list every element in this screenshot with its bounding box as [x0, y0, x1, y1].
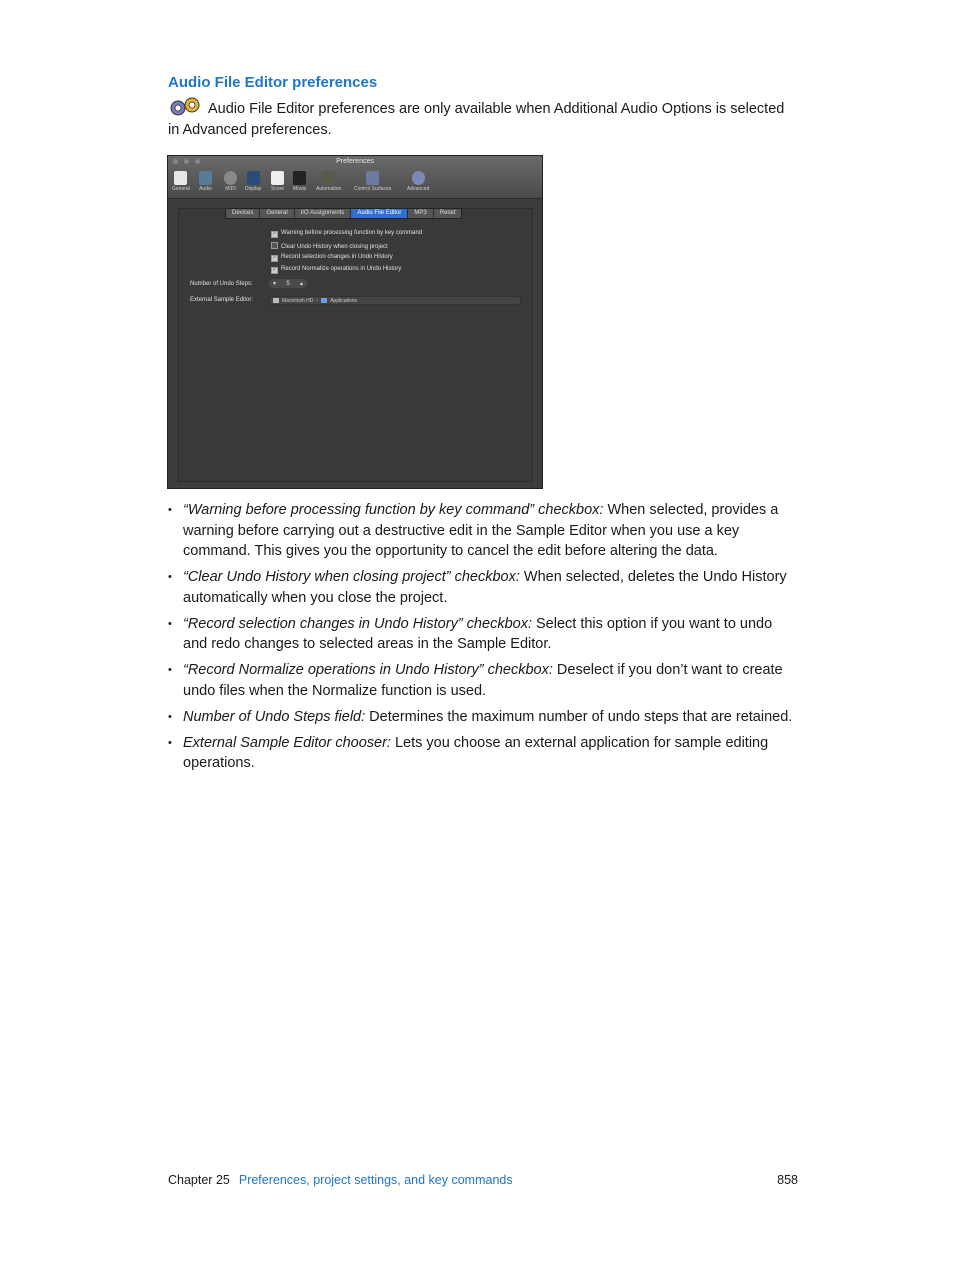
tab-mp3[interactable]: MP3 — [408, 209, 433, 218]
preferences-window-screenshot — [167, 155, 543, 489]
intro-text: Audio File Editor preferences are only available when Additional Audio Options is selected in Advanced preferences. — [168, 101, 785, 138]
advanced-gear-icon — [412, 171, 425, 185]
decrement-arrow-icon[interactable]: ▾ — [273, 281, 277, 287]
undo-steps-label: Number of Undo Steps: — [190, 281, 253, 287]
intro-paragraph — [168, 97, 798, 140]
toolbar-midi[interactable]: MIDI — [224, 171, 237, 192]
window-title: Preferences — [336, 158, 374, 165]
path-separator-icon: › — [316, 297, 319, 304]
list-item: • External Sample Editor chooser: Lets you choose an external application for sample editing operations. — [168, 733, 798, 774]
clear-undo-history-checkbox[interactable]: Clear Undo History when closing project — [271, 242, 388, 250]
toolbar-display[interactable]: Display — [245, 171, 261, 192]
display-icon — [247, 171, 260, 185]
toolbar-general[interactable]: General — [172, 171, 190, 192]
list-item: • “Clear Undo History when closing project” checkbox: When selected, deletes the Undo History automatically when you close the project. — [168, 567, 798, 608]
audio-icon — [199, 171, 212, 185]
list-item: • “Warning before processing function by key command” checkbox: When selected, provides a warning before carrying out a destructive edit in the Sample Editor when you use a key command. This gives you the opportunity to cancel the edit before altering the data. — [168, 500, 798, 562]
checkbox-checked-icon: ✓ — [272, 267, 277, 273]
footer-chapter: Chapter 25 — [168, 1173, 230, 1187]
toolbar-advanced[interactable]: Advanced — [407, 171, 429, 192]
page-footer — [168, 1173, 798, 1187]
tab-audio-file-editor[interactable]: Audio File Editor — [351, 209, 408, 218]
folder-icon — [321, 298, 327, 303]
page-number: 858 — [777, 1173, 798, 1187]
external-editor-label: External Sample Editor: — [190, 297, 254, 303]
increment-arrow-icon[interactable]: ▴ — [299, 281, 303, 287]
automation-icon — [322, 171, 335, 185]
external-editor-path-chooser[interactable] — [269, 296, 521, 305]
list-item: • “Record Normalize operations in Undo History” checkbox: Deselect if you don’t want to create undo files when the Normalize function is used. — [168, 660, 798, 701]
undo-steps-value: 5 — [286, 280, 290, 287]
path-drive: Macintosh HD — [282, 297, 314, 304]
score-icon — [271, 171, 284, 185]
window-titlebar — [168, 156, 542, 199]
movie-icon — [293, 171, 306, 185]
tab-io-assignments[interactable]: I/O Assignments — [295, 209, 352, 218]
record-normalize-checkbox[interactable]: ✓ Record Normalize operations in Undo History — [272, 266, 402, 273]
undo-steps-stepper[interactable] — [269, 279, 307, 288]
record-selection-changes-checkbox[interactable]: ✓ Record selection changes in Undo History — [272, 254, 393, 261]
tab-reset[interactable]: Reset — [434, 209, 462, 218]
footer-chapter-link[interactable]: Preferences, project settings, and key commands — [238, 1173, 513, 1187]
midi-icon — [224, 171, 237, 185]
toolbar-audio[interactable]: Audio — [199, 171, 212, 192]
preferences-tab-bar — [225, 208, 462, 219]
list-item: • “Record selection changes in Undo History” checkbox: Select this option if you want to undo and redo changes to selected areas in the Sample Editor. — [168, 614, 798, 655]
hard-drive-icon — [273, 298, 279, 303]
path-folder: Applications — [330, 297, 358, 304]
checkbox-unchecked-icon — [271, 242, 278, 249]
section-title: Audio File Editor preferences — [168, 74, 378, 91]
list-item: • Number of Undo Steps field: Determines the maximum number of undo steps that are retained. — [168, 707, 798, 728]
advanced-gears-icon — [168, 97, 202, 117]
toolbar-automation[interactable]: Automation — [316, 171, 341, 192]
checkbox-checked-icon: ✓ — [272, 255, 277, 261]
general-icon — [174, 171, 187, 185]
tab-devices[interactable]: Devices — [226, 209, 260, 218]
option-descriptions-list — [168, 500, 798, 779]
checkbox-checked-icon: ✓ — [272, 231, 277, 237]
toolbar-control-surfaces[interactable]: Control Surfaces — [354, 171, 391, 192]
toolbar-movie[interactable]: Movie — [293, 171, 306, 192]
control-surfaces-icon — [366, 171, 379, 185]
toolbar-score[interactable]: Score — [271, 171, 284, 192]
warning-before-processing-checkbox[interactable]: ✓ Warning before processing function by key command — [272, 230, 423, 237]
tab-general[interactable]: General — [260, 209, 294, 218]
